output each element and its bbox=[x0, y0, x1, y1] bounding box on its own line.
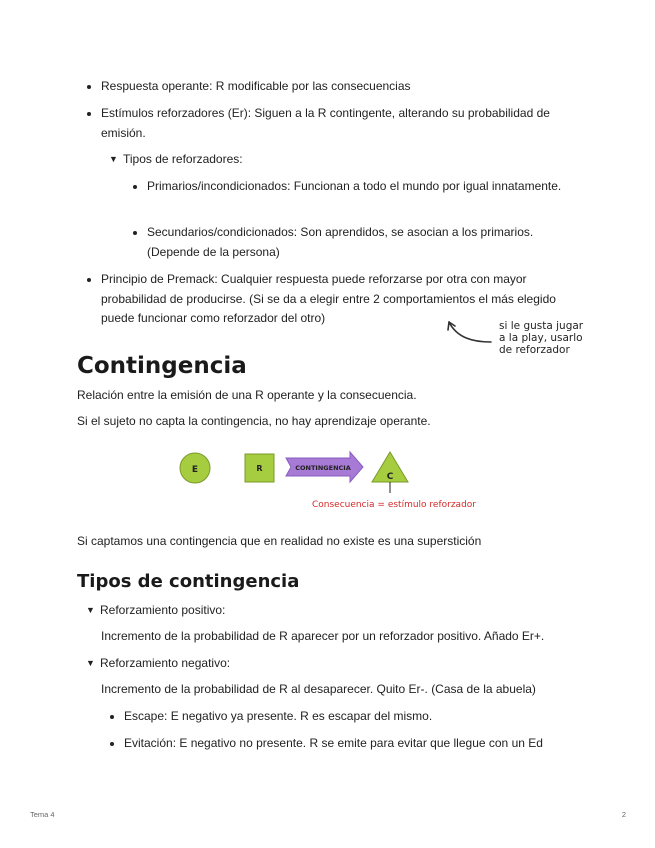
toggle-reforzamiento-negativo[interactable]: ▼ Reforzamiento negativo: bbox=[100, 654, 500, 674]
paragraph-relacion: Relación entre la emisión de una R operante y la consecuencia. bbox=[77, 388, 417, 402]
paragraph-supersticion: Si captamos una contingencia que en realidad no existe es una superstición bbox=[77, 534, 482, 548]
heading-tipos-contingencia: Tipos de contingencia bbox=[77, 571, 300, 592]
diagram-e-label: E bbox=[191, 465, 199, 475]
list-item-escape: Escape: E negativo ya presente. R es escapar del mismo. bbox=[124, 707, 604, 727]
contingency-diagram bbox=[170, 448, 490, 514]
diagram-contingencia-label: CONTINGENCIA bbox=[295, 464, 351, 472]
list-item-estimulos-reforzadores: Estímulos reforzadores (Er): Siguen a la R contingente, alterando su probabilidad de emisión. bbox=[101, 104, 581, 143]
diagram-c-label: C bbox=[386, 472, 394, 482]
paragraph-negativo: Incremento de la probabilidad de R al desaparecer. Quito Er-. (Casa de la abuela) bbox=[101, 682, 536, 696]
heading-contingencia: Contingencia bbox=[77, 353, 247, 379]
paragraph-sujeto: Si el sujeto no capta la contingencia, no hay aprendizaje operante. bbox=[77, 414, 431, 428]
annotation-arrow-icon bbox=[443, 316, 493, 348]
list-item-primarios: Primarios/incondicionados: Funcionan a todo el mundo por igual innatamente. bbox=[147, 177, 567, 197]
footer-page-number: 2 bbox=[621, 810, 626, 819]
diagram-caption: Consecuencia = estímulo reforzador bbox=[311, 500, 477, 510]
list-item-respuesta-operante: Respuesta operante: R modificable por las consecuencias bbox=[101, 77, 581, 97]
toggle-tipos-reforzadores[interactable]: ▼ Tipos de reforzadores: bbox=[123, 150, 523, 170]
annotation-note: si le gusta jugar a la play, usarlo de reforzador bbox=[499, 320, 584, 356]
list-item-evitacion: Evitación: E negativo no presente. R se emite para evitar que llegue con un Ed bbox=[124, 734, 604, 754]
diagram-r-label: R bbox=[256, 464, 263, 473]
toggle-reforzamiento-positivo[interactable]: ▼ Reforzamiento positivo: bbox=[100, 601, 500, 621]
list-item-premack: Principio de Premack: Cualquier respuesta puede reforzarse por otra con mayor probabilidad de producirse. (Si se da a elegir entre 2 comportamientos el más elegido puede funcionar como reforzador del otro) bbox=[101, 270, 571, 329]
footer-left: Tema 4 bbox=[30, 810, 55, 819]
paragraph-positivo: Incremento de la probabilidad de R aparecer por un reforzador positivo. Añado Er+. bbox=[101, 629, 545, 643]
list-item-secundarios: Secundarios/condicionados: Son aprendidos, se asocian a los primarios. (Depende de la persona) bbox=[147, 223, 567, 262]
